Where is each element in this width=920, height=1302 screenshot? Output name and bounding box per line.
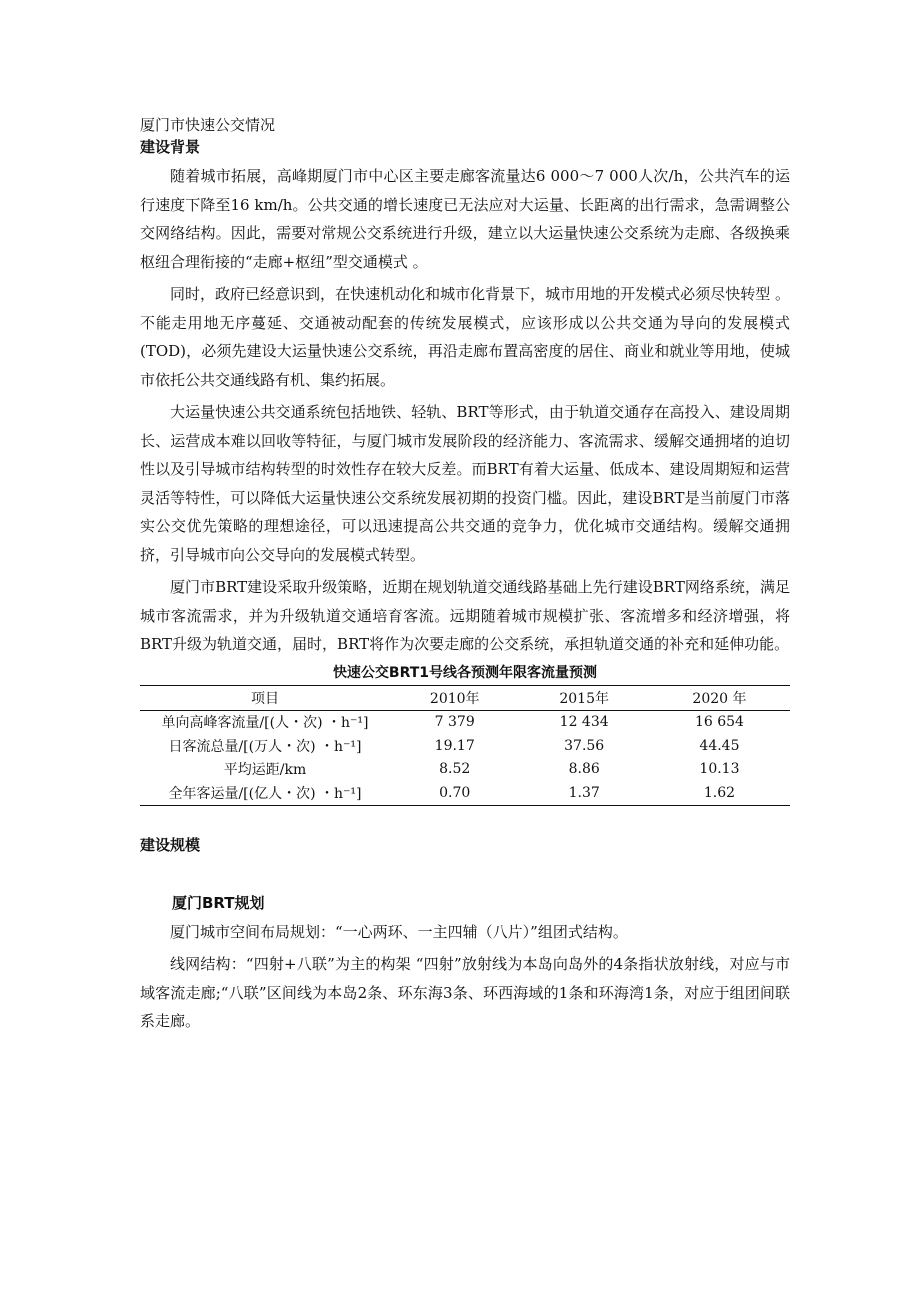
document-title: 厦门市快速公交情况	[140, 116, 276, 134]
row-label: 日客流总量/[(万人・次) ・h⁻¹]	[168, 738, 362, 755]
cell-2010: 7 379	[434, 714, 475, 731]
subheading-brt-plan: 厦门BRT规划	[172, 893, 265, 912]
cell-2015: 12 434	[559, 714, 609, 731]
cell-2020: 1.62	[703, 784, 736, 801]
table-row	[140, 710, 790, 734]
table-row	[140, 781, 790, 805]
table-header-item: 项目	[140, 685, 390, 710]
cell-2020: 16 654	[694, 714, 744, 731]
cell-2010: 8.52	[439, 761, 471, 778]
row-label: 全年客运量/[(亿人・次) ・h⁻¹]	[168, 785, 362, 802]
cell-2015: 8.86	[568, 761, 600, 778]
paragraph: 大运量快速公共交通系统包括地铁、轻轨、BRT等形式，由于轨道交通存在高投入、建设周期长、运营成本难以回收等特征，与厦门城市发展阶段的经济能力、客流需求、缓解交通拥堵的迫切性以及引导城市结构转型的时效性存在较大反差。而BRT有着大运量、低成本、建设周期短和运营灵活等特性，可以降低大运量快速公交系统发展初期的投资门槛。因此，建设BRT是当前厦门市落实公交优先策略的理想途径，可以迅速提高公共交通的竞争力，优化城市交通结构。缓解交通拥挤，引导城市向公交导向的发展模式转型。	[140, 403, 790, 564]
table-header-2010: 2010年	[390, 685, 519, 710]
section-heading-background: 建设背景	[140, 138, 201, 156]
spacer	[140, 806, 790, 834]
cell-2015: 1.37	[568, 784, 600, 801]
table-row	[140, 734, 790, 758]
cell-2020: 10.13	[699, 761, 740, 778]
row-label: 单向高峰客流量/[(人・次) ・h⁻¹]	[161, 715, 369, 732]
table-caption: 快速公交BRT1号线各预测年限客流量预测	[332, 664, 598, 681]
paragraph: 厦门城市空间布局规划：“一心两环、一主四辅（八片）”组团式结构。	[170, 922, 628, 941]
cell-2010: 19.17	[434, 737, 475, 754]
document-page	[140, 114, 790, 1040]
paragraph: 同时，政府已经意识到，在快速机动化和城市化背景下，城市用地的开发模式必须尽快转型 。不能走用地无序蔓延、交通被动配套的传统发展模式，应该形成以公共交通为导向的发展模式(TOD)，必须先建设大运量快速公交系统，再沿走廊布置高密度的居住、商业和就业等用地，使城市依托公共交通线路有机、集约拓展。	[140, 285, 790, 389]
table-header-2015: 2015年	[519, 685, 648, 710]
cell-2010: 0.70	[439, 784, 471, 801]
cell-2015: 37.56	[564, 737, 605, 754]
paragraph: 随着城市拓展，高峰期厦门市中心区主要走廊客流量达6 000～7 000人次/h，公共汽车的运行速度下降至16 km/h。公共交通的增长速度已无法应对大运量、长距离的出行需求，急需调整公交网络结构。因此，需要对常规公交系统进行升级，建立以大运量快速公交系统为走廊、各级换乘枢纽合理衔接的“走廊+枢纽”型交通模式 。	[140, 167, 790, 271]
forecast-table	[140, 685, 790, 806]
table-header-2020: 2020 年	[649, 685, 790, 710]
table-row	[140, 758, 790, 782]
cell-2020: 44.45	[699, 737, 740, 754]
spacer	[140, 856, 790, 892]
table-header-row	[140, 685, 790, 710]
row-label: 平均运距/km	[223, 762, 307, 779]
paragraph: 厦门市BRT建设采取升级策略，近期在规划轨道交通线路基础上先行建设BRT网络系统，满足城市客流需求，并为升级轨道交通培育客流。远期随着城市规模扩张、客流增多和经济增强，将BRT升级为轨道交通，届时，BRT将作为次要走廊的公交系统，承担轨道交通的补充和延伸功能。	[140, 578, 790, 653]
paragraph: 线网结构：“四射+八联”为主的构架 “四射”放射线为本岛向岛外的4条指状放射线，对应与市域客流走廊;“八联”区间线为本岛2条、环东海3条、环西海域的1条和环海湾1条，对应于组团间联系走廊。	[140, 955, 790, 1030]
section-heading-scale: 建设规模	[140, 835, 201, 854]
